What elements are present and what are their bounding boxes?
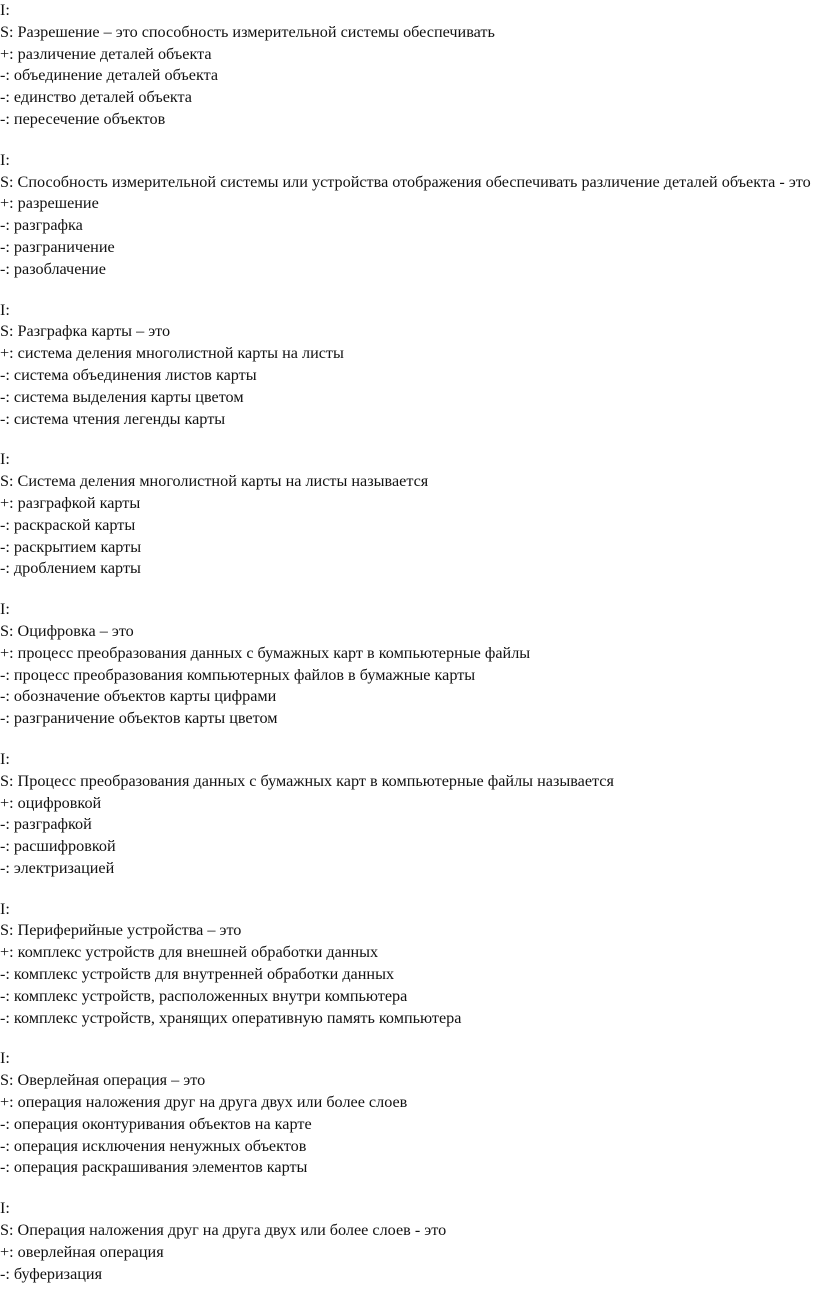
answer-option: +: оцифровкой: [0, 793, 102, 812]
answer-option: -: комплекс устройств, хранящих оперативную память компьютера: [0, 1008, 462, 1027]
answer-option: +: комплекс устройств для внешней обработки данных: [0, 943, 379, 962]
question-id-label: I:: [0, 450, 10, 469]
answer-option: -: процесс преобразования компьютерных файлов в бумажные карты: [0, 665, 476, 684]
answer-option: -: система чтения легенды карты: [0, 409, 226, 428]
question-block: [0, 300, 816, 431]
answer-option: -: система выделения карты цветом: [0, 387, 244, 406]
question-id-label: I:: [0, 1199, 10, 1218]
answer-option: -: раскрытием карты: [0, 537, 142, 556]
answer-option: -: электризацией: [0, 858, 115, 877]
answer-option: +: процесс преобразования данных с бумажных карт в компьютерные файлы: [0, 643, 531, 662]
question-block: [0, 0, 816, 131]
question-id-label: I:: [0, 1049, 10, 1068]
answer-option: -: операция раскрашивания элементов карты: [0, 1158, 308, 1177]
question-block: [0, 1198, 816, 1285]
answer-option: -: разоблачение: [0, 259, 106, 278]
answer-option: -: дроблением карты: [0, 559, 141, 578]
question-block: [0, 599, 816, 730]
question-stem: S: Способность измерительной системы или устройства отображения обеспечивать различение деталей объекта - это: [0, 172, 811, 191]
question-id-label: I:: [0, 600, 10, 619]
answer-option: -: разграфкой: [0, 815, 92, 834]
question-block: [0, 899, 816, 1030]
question-stem: S: Периферийные устройства – это: [0, 921, 242, 940]
question-stem: S: Система деления многолистной карты на листы называется: [0, 472, 429, 491]
answer-option: +: операция наложения друг на друга двух или более слоев: [0, 1093, 408, 1112]
answer-option: -: буферизация: [0, 1264, 103, 1283]
question-block: [0, 1048, 816, 1179]
answer-option: +: оверлейная операция: [0, 1242, 164, 1261]
answer-option: -: пересечение объектов: [0, 109, 166, 128]
answer-option: +: разграфкой карты: [0, 493, 141, 512]
question-stem: S: Оверлейная операция – это: [0, 1071, 206, 1090]
answer-option: -: разграничение: [0, 237, 115, 256]
question-id-label: I:: [0, 899, 10, 918]
answer-option: -: операция исключения ненужных объектов: [0, 1136, 307, 1155]
answer-option: -: расшифровкой: [0, 837, 116, 856]
question-stem: S: Разрешение – это способность измерительной системы обеспечивать: [0, 22, 495, 41]
question-block: [0, 449, 816, 580]
answer-option: -: объединение деталей объекта: [0, 66, 219, 85]
question-id-label: I:: [0, 300, 10, 319]
answer-option: -: операция оконтуривания объектов на карте: [0, 1114, 312, 1133]
question-id-label: I:: [0, 1, 10, 19]
question-stem: S: Процесс преобразования данных с бумажных карт в компьютерные файлы называется: [0, 771, 614, 790]
answer-option: -: комплекс устройств для внутренней обработки данных: [0, 965, 395, 984]
answer-option: -: разграфка: [0, 216, 83, 235]
question-stem: S: Оцифровка – это: [0, 621, 134, 640]
question-block: [0, 749, 816, 880]
question-stem: S: Разграфка карты – это: [0, 322, 171, 341]
question-id-label: I:: [0, 749, 10, 768]
question-stem: S: Операция наложения друг на друга двух или более слоев - это: [0, 1221, 447, 1240]
question-block: [0, 150, 816, 281]
answer-option: +: разрешение: [0, 194, 99, 213]
question-id-label: I:: [0, 150, 10, 169]
answer-option: -: разграничение объектов карты цветом: [0, 709, 278, 728]
answer-option: +: различение деталей объекта: [0, 44, 212, 63]
answer-option: -: единство деталей объекта: [0, 88, 192, 107]
answer-option: -: система объединения листов карты: [0, 365, 257, 384]
answer-option: -: раскраской карты: [0, 515, 136, 534]
answer-option: -: обозначение объектов карты цифрами: [0, 687, 277, 706]
answer-option: -: комплекс устройств, расположенных внутри компьютера: [0, 986, 408, 1005]
answer-option: +: система деления многолистной карты на листы: [0, 344, 344, 363]
